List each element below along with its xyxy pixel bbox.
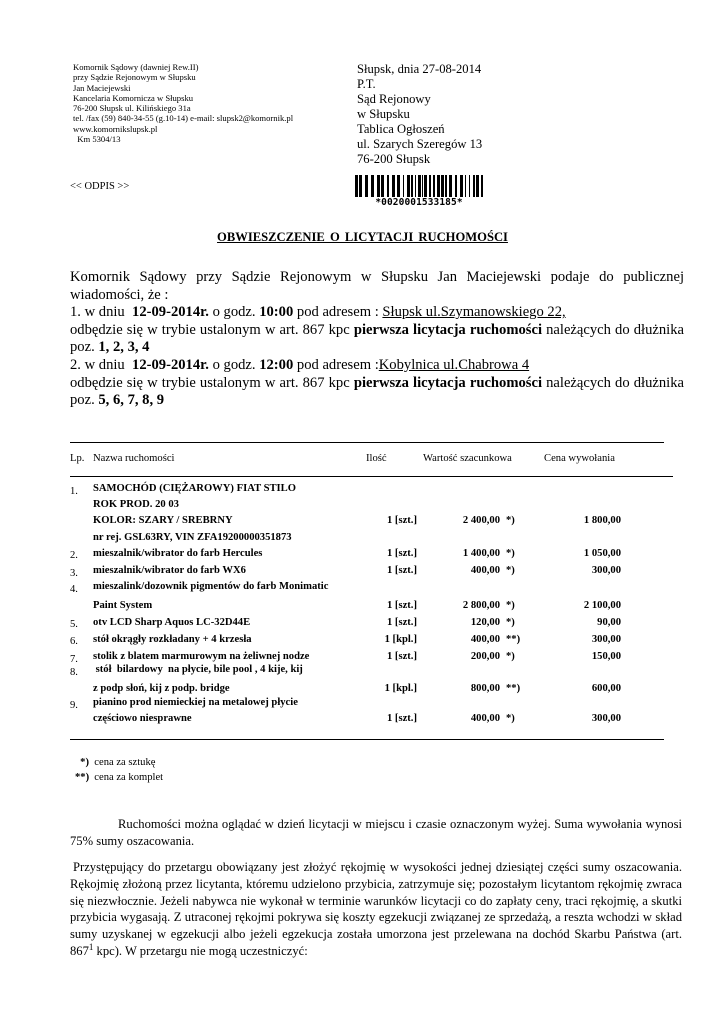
item-value: 400,00 bbox=[470, 634, 500, 645]
item-name: KOLOR: SZARY / SREBRNY bbox=[93, 515, 233, 526]
auction-1-mode: odbędzie się w trybie ustalonym w art. 867 kpc pierwsza licytacja ruchomości należących do dłużnika bbox=[70, 321, 684, 338]
item-mark: *) bbox=[506, 565, 515, 576]
item-mark: **) bbox=[506, 683, 521, 694]
item-name: stół okrągły rozkładany + 4 krzesła bbox=[93, 634, 252, 645]
item-value: 2 400,00 bbox=[462, 515, 500, 526]
auction-1-line: 1. w dniu 12-09-2014r. o godz. 10:00 pod adresem : Słupsk ul.Szymanowskiego 22, bbox=[70, 304, 566, 321]
item-qty: 1 [szt.] bbox=[386, 713, 417, 724]
item-qty: 1 [szt.] bbox=[386, 600, 417, 611]
sender-line: Kancelaria Komornicza w Słupsku bbox=[73, 92, 194, 103]
auction-2-address: Kobylnica ul.Chabrowa 4 bbox=[378, 356, 530, 373]
barcode-text: *0020001533185* bbox=[355, 197, 483, 208]
item-qty: 1 [szt.] bbox=[386, 565, 417, 576]
auction-2-line: 2. w dniu 12-09-2014r. o godz. 12:00 pod adresem :Kobylnica ul.Chabrowa 4 bbox=[70, 356, 530, 373]
item-qty: 1 [szt.] bbox=[386, 617, 417, 628]
item-name: SAMOCHÓD (CIĘŻAROWY) FIAT STILO bbox=[93, 483, 296, 494]
item-name: nr rej. GSL63RY, VIN ZFA19200000351873 bbox=[93, 532, 292, 543]
row-lp: 3. bbox=[70, 568, 78, 579]
date-line: Słupsk, dnia 27-08-2014 bbox=[357, 62, 482, 76]
item-price: 1 800,00 bbox=[583, 515, 621, 526]
table-bottom-rule bbox=[70, 739, 664, 740]
item-name: stół bilardowy na płycie, bile pool , 4 kije, kij bbox=[93, 664, 303, 675]
row-lp: 2. bbox=[70, 550, 78, 561]
item-mark: *) bbox=[506, 548, 515, 559]
item-value: 200,00 bbox=[470, 651, 500, 662]
sender-line: www.komornikslupsk.pl bbox=[73, 123, 158, 134]
sender-line: Jan Maciejewski bbox=[73, 82, 131, 93]
item-value: 120,00 bbox=[470, 617, 500, 628]
item-mark: *) bbox=[506, 651, 515, 662]
item-price: 300,00 bbox=[591, 713, 621, 724]
item-value: 2 800,00 bbox=[462, 600, 500, 611]
row-lp: 9. bbox=[70, 700, 78, 711]
auction-2-positions: poz. 5, 6, 7, 8, 9 bbox=[70, 392, 165, 409]
table-header-rule bbox=[70, 476, 673, 477]
addressee-line: Sąd Rejonowy bbox=[357, 92, 431, 106]
barcode bbox=[355, 175, 483, 209]
item-value: 1 400,00 bbox=[462, 548, 500, 559]
item-mark: *) bbox=[506, 617, 515, 628]
item-qty: 1 [kpl.] bbox=[384, 634, 417, 645]
item-price: 300,00 bbox=[591, 634, 621, 645]
item-name: pianino prod niemieckiej na metalowej płycie bbox=[93, 697, 298, 708]
row-lp: 4. bbox=[70, 584, 78, 595]
item-mark: *) bbox=[506, 713, 515, 724]
item-name: z podp słoń, kij z podp. bridge bbox=[93, 683, 230, 694]
row-lp: 5. bbox=[70, 619, 78, 630]
item-name: częściowo niesprawne bbox=[93, 713, 192, 724]
col-header-lp: Lp. bbox=[70, 453, 85, 464]
item-name: mieszalnik/wibrator do farb WX6 bbox=[93, 565, 246, 576]
item-name: Paint System bbox=[93, 600, 153, 611]
auction-1-positions: poz. 1, 2, 3, 4 bbox=[70, 339, 150, 356]
auction-1-time: 10:00 bbox=[259, 304, 294, 321]
col-header-qty: Ilość bbox=[366, 453, 387, 464]
auction-1-address: Słupsk ul.Szymanowskiego 22, bbox=[382, 304, 566, 321]
addressee-line: 76-200 Słupsk bbox=[357, 152, 431, 166]
col-header-price: Cena wywołania bbox=[544, 453, 615, 464]
item-price: 150,00 bbox=[591, 651, 621, 662]
item-name: stolik z blatem marmurowym na żeliwnej nodze bbox=[93, 651, 310, 662]
item-value: 800,00 bbox=[470, 683, 500, 694]
addressee-line: P.T. bbox=[357, 77, 376, 91]
item-price: 2 100,00 bbox=[583, 600, 621, 611]
item-price: 600,00 bbox=[591, 683, 621, 694]
addressee-line: Tablica Ogłoszeń bbox=[357, 122, 445, 136]
item-value: 400,00 bbox=[470, 713, 500, 724]
legend-item: *) cena za sztukę bbox=[80, 757, 156, 768]
document-title: OBWIESZCZENIE O LICYTACJI RUCHOMOŚCI bbox=[217, 230, 508, 244]
item-qty: 1 [szt.] bbox=[386, 515, 417, 526]
row-lp: 6. bbox=[70, 636, 78, 647]
auction-2-time: 12:00 bbox=[259, 356, 294, 373]
addressee-block bbox=[357, 62, 482, 167]
row-lp: 1. bbox=[70, 486, 78, 497]
item-mark: *) bbox=[506, 600, 515, 611]
odpis-label: << ODPIS >> bbox=[70, 181, 130, 192]
viewing-paragraph: Ruchomości można oglądać w dzień licytacji w miejscu i czasie oznaczonym wyżej. Suma wywołania wynosi 75% sumy oszacowania. bbox=[70, 817, 682, 848]
item-value: 400,00 bbox=[470, 565, 500, 576]
item-price: 1 050,00 bbox=[583, 548, 621, 559]
item-price: 300,00 bbox=[591, 565, 621, 576]
intro-lead2: wiadomości, że : bbox=[70, 286, 169, 303]
item-name: ROK PROD. 20 03 bbox=[93, 499, 179, 510]
addressee-line: w Słupsku bbox=[357, 107, 410, 121]
addressee-line: ul. Szarych Szeregów 13 bbox=[357, 137, 483, 151]
auction-2-mode: odbędzie się w trybie ustalonym w art. 867 kpc pierwsza licytacja ruchomości należących do dłużnika bbox=[70, 374, 684, 391]
sender-line: tel. /fax (59) 840-34-55 (g.10-14) e-mail: slupsk2@komornik.pl bbox=[73, 113, 294, 124]
row-lp: 8. bbox=[70, 667, 78, 678]
auction-2-date: 12-09-2014r. bbox=[132, 356, 209, 373]
item-mark: **) bbox=[506, 634, 521, 645]
item-qty: 1 [kpl.] bbox=[384, 683, 417, 694]
legend-item: **) cena za komplet bbox=[75, 772, 164, 783]
col-header-name: Nazwa ruchomości bbox=[93, 453, 175, 464]
deposit-paragraph: Przystępujący do przetargu obowiązany jest złożyć rękojmię w wysokości jednej dziesiątej części sumy oszacowania. Rękojmię złożoną przez licytanta, któremu udzielono przybicia, zatrzymuje się; pozostałym licytantom rękojmię zwraca się niezwłocznie. Jeżeli nabywca nie wykonał w terminie warunków licytacji co do zapłaty ceny, traci rękojmię, a skutki przybicia wygasają. Z utraconej rękojmi pokrywa się koszty egzekucji związanej ze sprzedażą, a reszta wchodzi w skład sumy uzyskanej w egzekucji albo jeżeli egzekucja została umorzona jest przelewana na dochód Skarbu Państwa (art. $867^1$ kpc). W przetargu nie mogą uczestniczyć: bbox=[70, 860, 682, 958]
row-lp: 7. bbox=[70, 654, 78, 665]
sender-line: przy Sądzie Rejonowym w Słupsku bbox=[73, 72, 196, 83]
item-name: otv LCD Sharp Aquos LC-32D44E bbox=[93, 617, 251, 628]
item-price: 90,00 bbox=[597, 617, 621, 628]
item-qty: 1 [szt.] bbox=[386, 548, 417, 559]
intro-section bbox=[70, 269, 684, 410]
item-name: mieszalink/dozownik pigmentów do farb Monimatic bbox=[93, 581, 329, 592]
table-top-rule bbox=[70, 442, 664, 443]
sender-block bbox=[73, 62, 293, 144]
item-qty: 1 [szt.] bbox=[386, 651, 417, 662]
item-mark: *) bbox=[506, 515, 515, 526]
intro-lead: Komornik Sądowy przy Sądzie Rejonowym w Słupsku Jan Maciejewski podaje do publicznej bbox=[70, 269, 684, 285]
col-header-value: Wartość szacunkowa bbox=[423, 453, 512, 464]
sender-line: Komornik Sądowy (dawniej Rew.II) bbox=[73, 62, 199, 72]
sender-line: 76-200 Słupsk ul. Kilińskiego 31a bbox=[73, 103, 191, 114]
auction-1-date: 12-09-2014r. bbox=[132, 304, 209, 321]
case-number: Km 5304/13 bbox=[73, 134, 121, 145]
item-name: mieszalnik/wibrator do farb Hercules bbox=[93, 548, 263, 559]
